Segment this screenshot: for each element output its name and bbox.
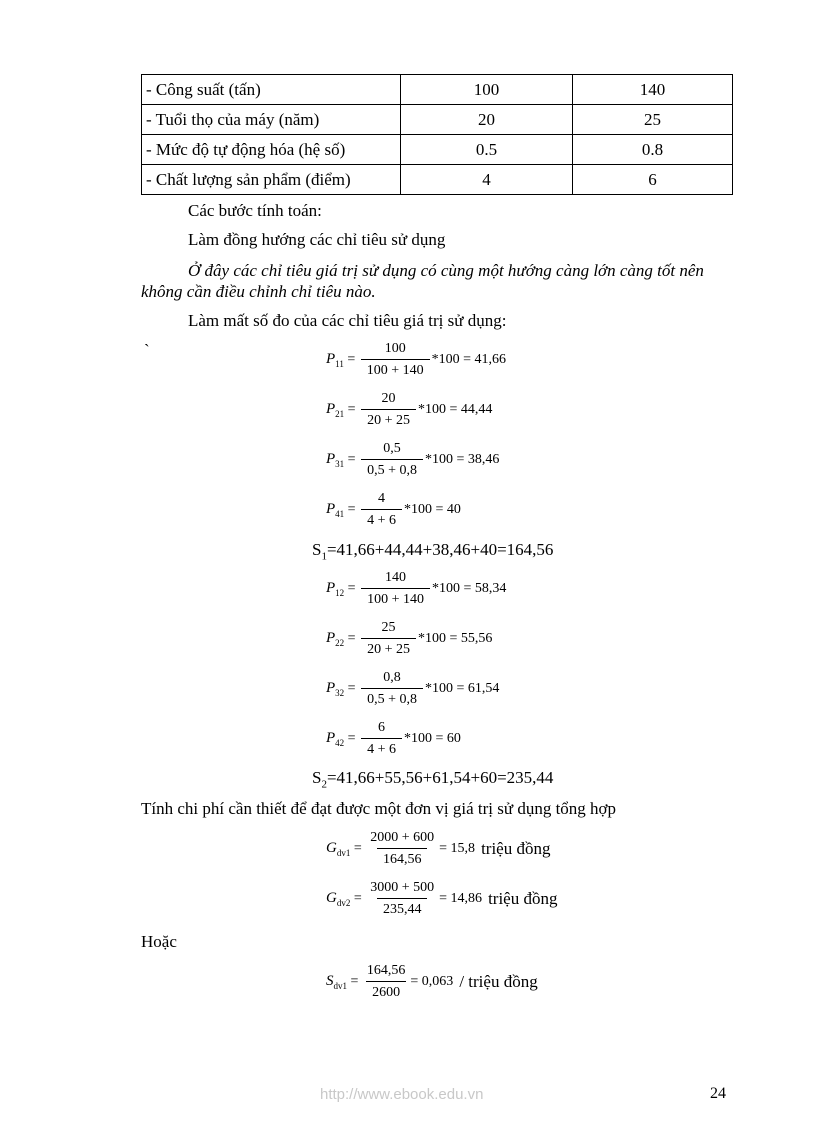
or-text: Hoặc <box>141 932 177 951</box>
row-value-2: 0.8 <box>573 135 733 165</box>
formula-p41: $P_{41}$ = $\frac{4}{4 + 6}$ *100 = 40 <box>326 491 461 528</box>
table-row <box>142 165 733 195</box>
fraction: $\frac{100}{100 + 140}$ <box>361 341 430 379</box>
row-label: - Mức độ tự động hóa (hệ số) <box>142 135 401 165</box>
row-value-1: 100 <box>401 75 573 105</box>
fraction: $\frac{6}{4 + 6}$ <box>361 720 402 758</box>
cost-title: Tính chi phí cần thiết để đạt được một đơn vị giá trị sử dụng tổng hợp <box>141 799 617 818</box>
formula-p11: $P_{11}$ = $\frac{100}{100 + 140}$ *100 = 41,66 <box>326 341 507 378</box>
formula-gdv1: $G_{dv1}$ = $\frac{2000 + 600}{164,56}$ = 15,8 triệu đồng <box>326 830 551 867</box>
row-label: - Chất lượng sản phẩm (điểm) <box>142 165 401 195</box>
table-row <box>142 75 733 105</box>
fraction: $\frac{2000 + 600}{164,56}$ <box>370 830 435 867</box>
formula-p42: $P_{42}$ = $\frac{6}{4 + 6}$ *100 = 60 <box>326 720 461 757</box>
row-value-2: 6 <box>573 165 733 195</box>
stray-mark: ` <box>144 341 150 360</box>
formula-gdv2: $G_{dv2}$ = $\frac{3000 + 500}{235,44}$ = 14,86 triệu đồng <box>326 880 558 917</box>
row-value-1: 20 <box>401 105 573 135</box>
table-row <box>142 105 733 135</box>
row-label: - Công suất (tấn) <box>142 75 401 105</box>
sum-s1: $S_1=41,66+44,44+38,46+40=164,56$ <box>312 540 554 563</box>
formula-p22: $P_{22}$ = $\frac{25}{20 + 25}$ *100 = 55,56 <box>326 620 493 657</box>
fraction: $\frac{164,56}{2600}$ <box>366 963 406 1000</box>
fraction: $\frac{0,5}{0,5 + 0,8}$ <box>361 441 423 479</box>
step-1-text: Làm đồng hướng các chỉ tiêu sử dụng <box>188 230 446 249</box>
fraction: $\frac{140}{100 + 140}$ <box>361 570 430 608</box>
formula-p31: $P_{31}$ = $\frac{0,5}{0,5 + 0,8}$ *100 = 38,46 <box>326 441 500 478</box>
note-line-2: không cần điều chỉnh chỉ tiêu nào. <box>141 282 376 301</box>
fraction: $\frac{25}{20 + 25}$ <box>361 620 416 658</box>
formula-p32: $P_{32}$ = $\frac{0,8}{0,5 + 0,8}$ *100 = 61,54 <box>326 670 500 707</box>
page-number: 24 <box>710 1085 726 1102</box>
row-value-2: 25 <box>573 105 733 135</box>
steps-heading: Các bước tính toán: <box>188 201 322 220</box>
formula-p21: $P_{21}$ = $\frac{20}{20 + 25}$ *100 = 44,44 <box>326 391 493 428</box>
fraction: $\frac{4}{4 + 6}$ <box>361 491 402 529</box>
formula-sdv1: $S_{dv1}$ = $\frac{164,56}{2600}$ = 0,063 / triệu đồng <box>326 963 538 1000</box>
fraction: $\frac{0,8}{0,5 + 0,8}$ <box>361 670 423 708</box>
row-value-2: 140 <box>573 75 733 105</box>
footer-url[interactable]: http://www.ebook.edu.vn <box>320 1086 484 1103</box>
step-2-text: Làm mất số đo của các chỉ tiêu giá trị sử dụng: <box>188 311 507 330</box>
note-line-1: Ở đây các chỉ tiêu giá trị sử dụng có cùng một hướng càng lớn càng tốt nên <box>188 261 704 280</box>
row-value-1: 4 <box>401 165 573 195</box>
spec-table <box>141 74 733 195</box>
formula-p12: $P_{12}$ = $\frac{140}{100 + 140}$ *100 = 58,34 <box>326 570 507 607</box>
row-label: - Tuổi thọ của máy (năm) <box>142 105 401 135</box>
sum-s2: $S_2=41,66+55,56+61,54+60=235,44$ <box>312 768 554 791</box>
fraction: $\frac{20}{20 + 25}$ <box>361 391 416 429</box>
table-row <box>142 135 733 165</box>
fraction: $\frac{3000 + 500}{235,44}$ <box>370 880 435 917</box>
row-value-1: 0.5 <box>401 135 573 165</box>
